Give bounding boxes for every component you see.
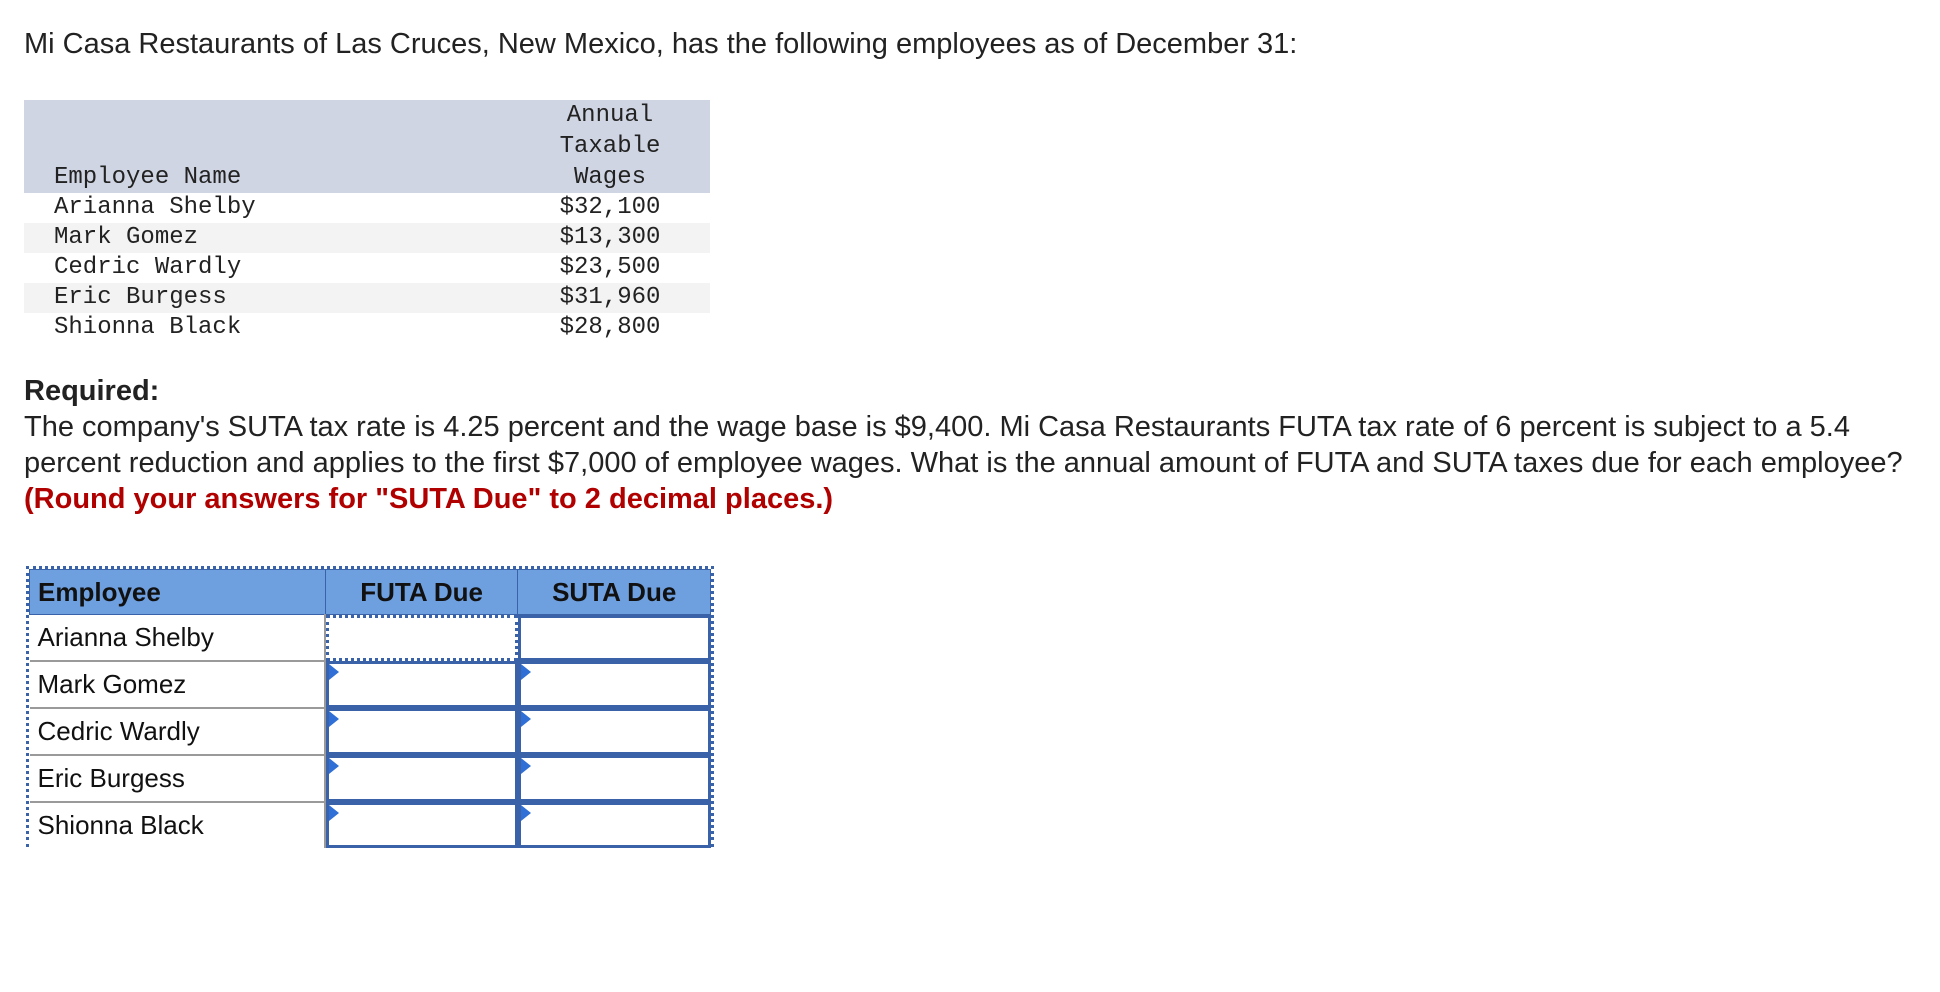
given-wages-value: $28,800 [559, 314, 661, 341]
suta-input-box [518, 755, 711, 802]
suta-cell [518, 802, 711, 848]
answer-row [30, 615, 711, 662]
futa-input-box [326, 708, 518, 755]
answer-row [30, 802, 711, 848]
suta-due-input[interactable] [521, 711, 708, 752]
cell-marker-icon [521, 805, 531, 821]
given-header-annual-taxable-wages: Annual Taxable Wages [510, 100, 710, 193]
futa-due-input[interactable] [329, 711, 515, 752]
given-row [24, 313, 710, 343]
required-text [24, 409, 1914, 517]
futa-input-box [326, 802, 518, 848]
problem-intro: Mi Casa Restaurants of Las Cruces, New Mexico, has the following employees as of December 31: [24, 28, 1298, 60]
futa-input-box [326, 661, 518, 708]
answer-header-employee: Employee [30, 570, 326, 615]
cell-marker-icon [329, 805, 339, 821]
given-wages-value: $31,960 [510, 283, 710, 313]
futa-due-input[interactable] [329, 758, 515, 799]
suta-cell [518, 615, 711, 662]
futa-due-input[interactable] [329, 618, 515, 658]
suta-input-box [518, 708, 711, 755]
answer-table-container [26, 566, 714, 847]
given-employee-name: Arianna Shelby [54, 194, 256, 221]
cell-marker-icon [521, 758, 531, 774]
answer-employee-name: Shionna Black [30, 802, 326, 848]
given-wages-value: $32,100 [559, 194, 661, 221]
suta-cell [518, 708, 711, 755]
given-header-employee-name: Employee Name [24, 100, 510, 193]
given-row [24, 193, 710, 223]
answer-employee-name: Eric Burgess [30, 755, 326, 802]
futa-due-input[interactable] [329, 664, 515, 705]
suta-due-input[interactable] [521, 758, 708, 799]
suta-due-input[interactable] [521, 664, 708, 705]
answer-header-futa-due: FUTA Due [325, 570, 518, 615]
given-wages-value: $13,300 [510, 223, 710, 253]
futa-input-box [326, 755, 518, 802]
rounding-note: (Round your answers for "SUTA Due" to 2 decimal places.) [24, 483, 834, 515]
suta-input-box [518, 615, 711, 661]
cell-marker-icon [329, 664, 339, 680]
given-wages-value: $23,500 [559, 254, 661, 281]
cell-marker-icon [521, 664, 531, 680]
required-heading: Required: [24, 375, 160, 407]
futa-due-input[interactable] [329, 805, 515, 845]
given-wages-table [24, 100, 710, 343]
given-row [24, 253, 710, 283]
cell-marker-icon [329, 711, 339, 727]
futa-cell [325, 802, 518, 848]
required-body: The company's SUTA tax rate is 4.25 percent and the wage base is $9,400. Mi Casa Restaurants FUTA tax rate of 6 percent is subject to a 5.4 percent reduction and applies to the first $7,000 of employee wages. What is the annual amount of FUTA and SUTA taxes due for each employee? [24, 411, 1903, 479]
given-row [24, 223, 710, 253]
given-employee-name: Cedric Wardly [54, 254, 242, 281]
answer-employee-name: Cedric Wardly [30, 708, 326, 755]
given-employee-name: Eric Burgess [24, 283, 510, 313]
suta-cell [518, 755, 711, 802]
suta-input-box [518, 802, 711, 848]
futa-cell [325, 661, 518, 708]
cell-marker-icon [329, 758, 339, 774]
suta-due-input[interactable] [521, 805, 708, 845]
futa-cell [325, 708, 518, 755]
given-row [24, 283, 710, 313]
answer-table [29, 569, 711, 848]
answer-row [30, 708, 711, 755]
answer-header-suta-due: SUTA Due [518, 570, 711, 615]
answer-employee-name: Mark Gomez [30, 661, 326, 708]
given-employee-name: Shionna Black [54, 314, 242, 341]
answer-row [30, 755, 711, 802]
futa-input-box [326, 615, 518, 661]
suta-input-box [518, 661, 711, 708]
answer-row [30, 661, 711, 708]
given-employee-name: Mark Gomez [24, 223, 510, 253]
cell-marker-icon [521, 711, 531, 727]
suta-cell [518, 661, 711, 708]
futa-cell [325, 755, 518, 802]
answer-employee-name: Arianna Shelby [30, 615, 326, 662]
suta-due-input[interactable] [521, 618, 708, 658]
futa-cell [325, 615, 518, 662]
